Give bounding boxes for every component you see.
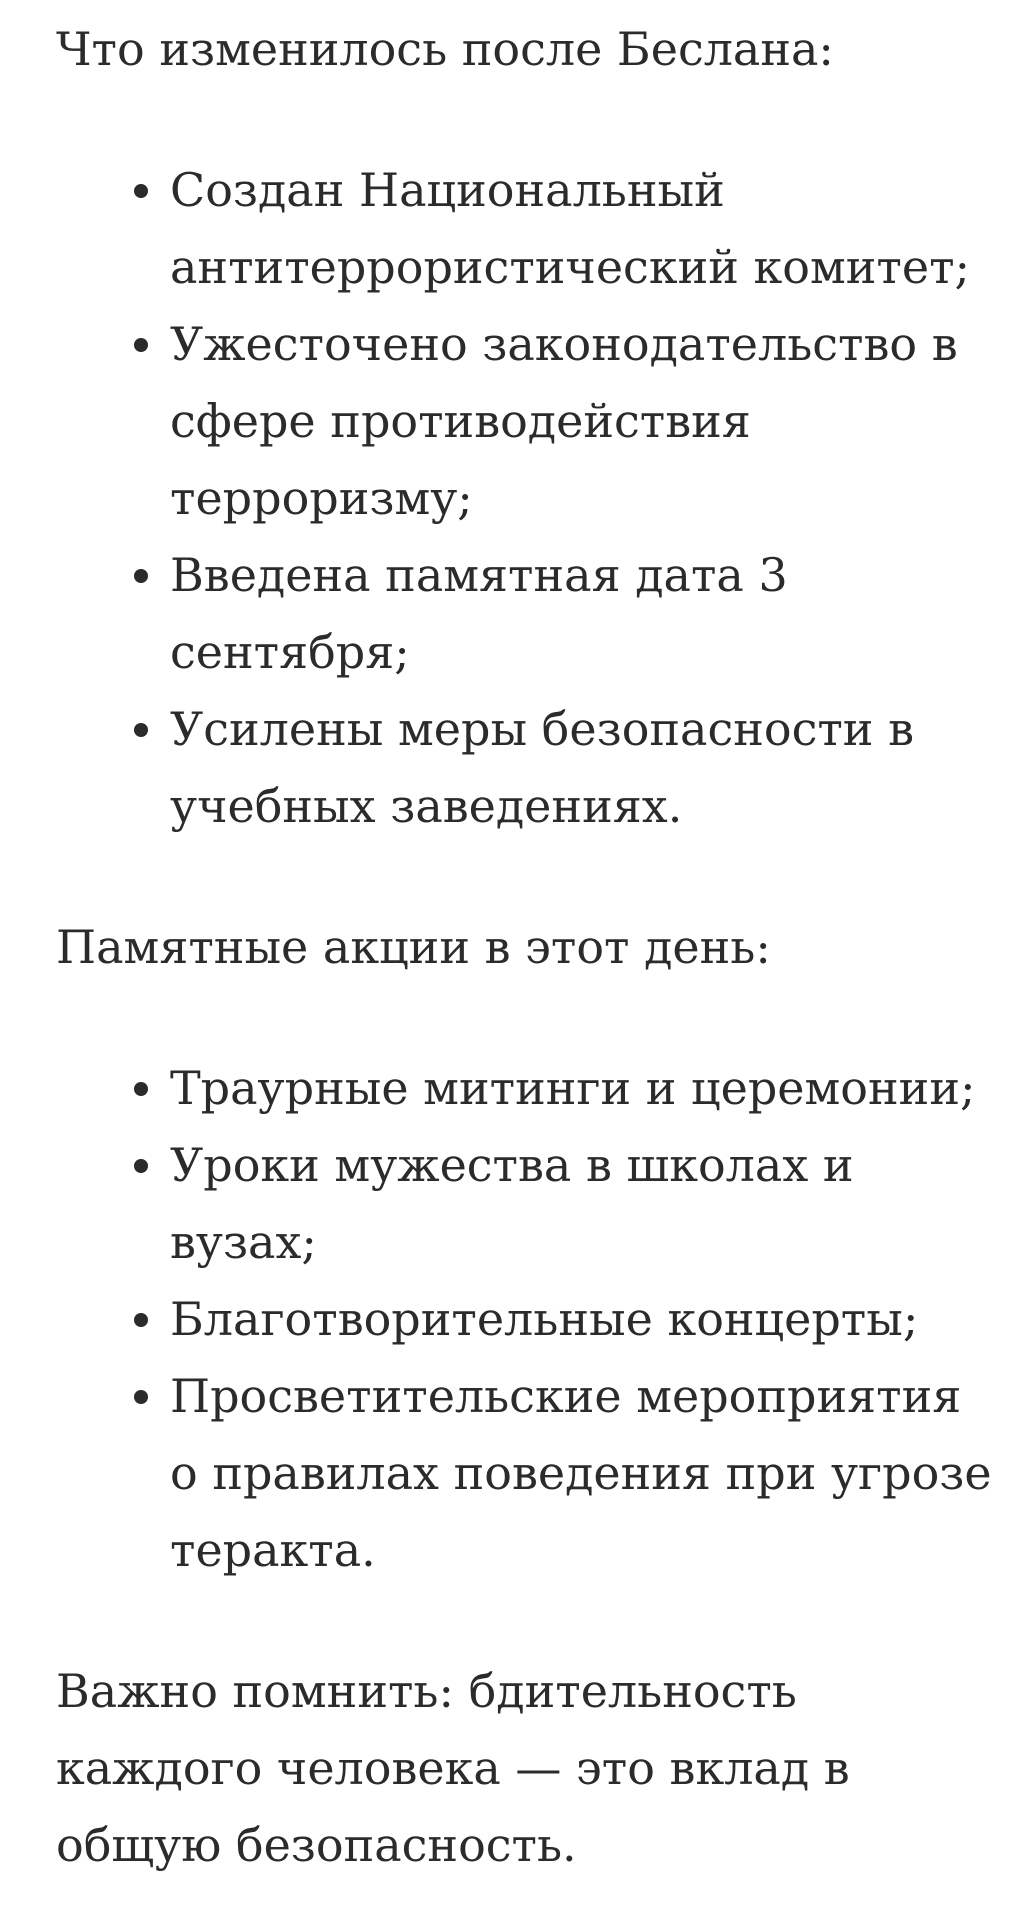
list-item: Введена памятная дата 3 сентября;: [56, 537, 996, 691]
section-heading-memorial: Памятные акции в этот день:: [56, 920, 771, 974]
section-heading-changes: Что изменилось после Беслана:: [56, 22, 834, 76]
memorial-actions-list: [56, 1050, 996, 1589]
list-item: Уроки мужества в школах и вузах;: [56, 1127, 996, 1281]
list-item: Создан Национальный антитеррористический комитет;: [56, 152, 996, 306]
changes-list: [56, 152, 996, 845]
list-item: Просветительские мероприятия о правилах поведения при угрозе теракта.: [56, 1358, 996, 1589]
list-item: Благотворительные концерты;: [56, 1281, 996, 1358]
list-item: Ужесточено законодательство в сфере противодействия терроризму;: [56, 306, 996, 537]
article-body: [56, 0, 996, 1884]
closing-paragraph: Важно помнить: бдительность каждого человека — это вклад в общую безопасность.: [56, 1664, 850, 1872]
list-item: Траурные митинги и церемонии;: [56, 1050, 996, 1127]
list-item: Усилены меры безопасности в учебных заведениях.: [56, 691, 996, 845]
